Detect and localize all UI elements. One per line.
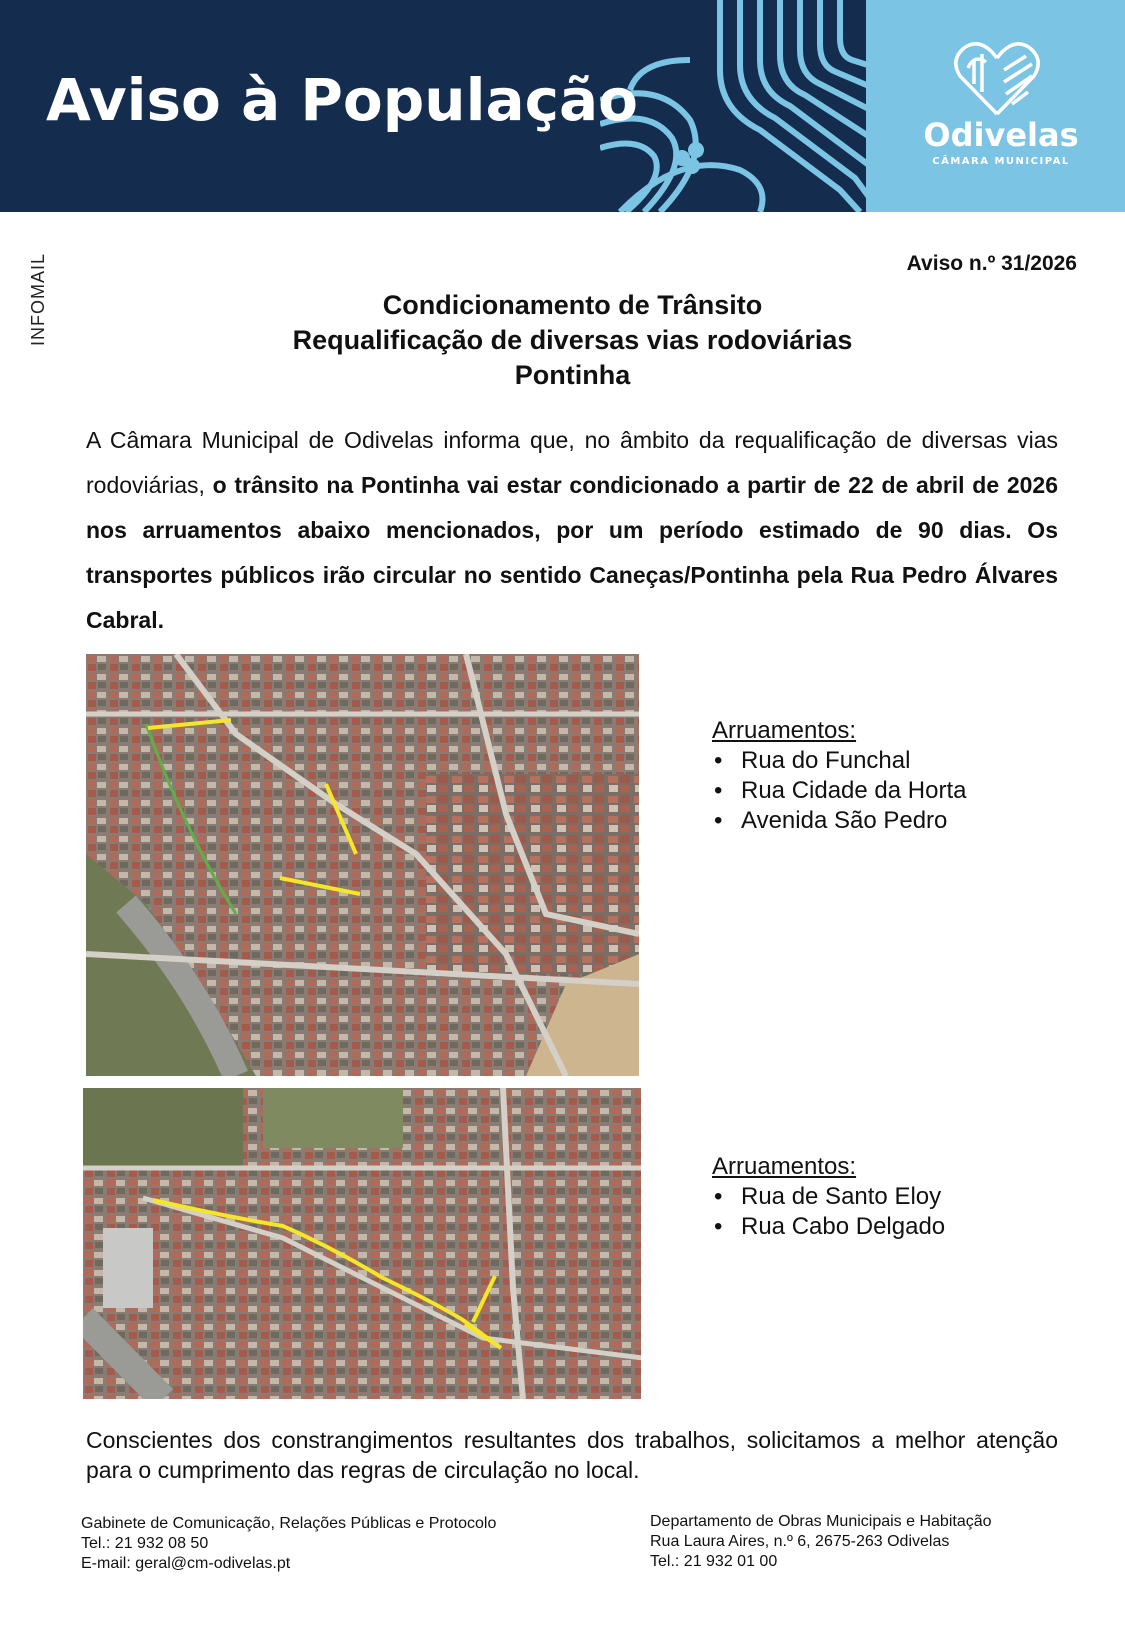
footer-address: Rua Laura Aires, n.º 6, 2675-263 Odivelas bbox=[650, 1533, 950, 1550]
footer-contact-communication bbox=[81, 1514, 496, 1574]
title-line: Condicionamento de Trânsito bbox=[382, 290, 763, 320]
notice-number: Aviso n.º 31/2026 bbox=[906, 252, 1077, 275]
page-header bbox=[0, 0, 1125, 212]
infomail-label: INFOMAIL bbox=[28, 252, 48, 346]
notice-title bbox=[0, 288, 1125, 393]
logo-subtitle: CÂMARA MUNICIPAL bbox=[932, 156, 1070, 167]
footer-dept: Departamento de Obras Municipais e Habitação bbox=[650, 1513, 992, 1530]
page-header-title: Aviso à População bbox=[46, 66, 638, 134]
streets-list-1 bbox=[712, 716, 966, 836]
streets-list-2 bbox=[712, 1152, 945, 1242]
decorative-wave-pattern bbox=[600, 0, 890, 212]
footer-email: E-mail: geral@cm-odivelas.pt bbox=[81, 1555, 291, 1572]
footer-phone: Tel.: 21 932 08 50 bbox=[81, 1535, 209, 1552]
street-item: • Rua Cabo Delgado bbox=[712, 1212, 945, 1242]
aerial-map-1 bbox=[86, 654, 639, 1076]
title-line: Pontinha bbox=[514, 360, 631, 390]
streets-heading: Arruamentos: bbox=[712, 1153, 857, 1180]
street-item: • Rua Cidade da Horta bbox=[712, 776, 966, 806]
aerial-map-1-image bbox=[86, 654, 639, 1076]
title-line: Requalificação de diversas vias rodoviárias bbox=[292, 325, 853, 355]
closing-paragraph: Conscientes dos constrangimentos resultantes dos trabalhos, solicitamos a melhor atenção para o cumprimento das regras de circulação no local. bbox=[86, 1427, 1058, 1483]
footer-contact-works bbox=[650, 1512, 992, 1572]
logo-name: Odivelas bbox=[923, 116, 1079, 154]
street-item: • Avenida São Pedro bbox=[712, 806, 966, 836]
intro-bold-text: o trânsito na Pontinha vai estar condicionado a partir de 22 de abril de 2026 nos arruamentos abaixo mencionados, por um período estimado de 90 dias. Os transportes públicos irão circular no sentido Caneças/Pontinha pela Rua Pedro Álvares Cabral. bbox=[86, 472, 1058, 633]
aerial-map-2 bbox=[83, 1088, 641, 1399]
street-item: • Rua de Santo Eloy bbox=[712, 1182, 945, 1212]
intro-plain-text: A Câmara Municipal de Odivelas informa que, no âmbito da requalificação de diversas vias rodoviárias, bbox=[86, 427, 1058, 498]
odivelas-heart-logo-icon bbox=[952, 40, 1042, 118]
street-item: • Rua do Funchal bbox=[712, 746, 966, 776]
intro-paragraph bbox=[86, 418, 1058, 643]
aerial-map-2-image bbox=[83, 1088, 641, 1399]
footer-phone: Tel.: 21 932 01 00 bbox=[650, 1553, 778, 1570]
footer-dept: Gabinete de Comunicação, Relações Públicas e Protocolo bbox=[81, 1515, 497, 1532]
streets-heading: Arruamentos: bbox=[712, 717, 857, 744]
